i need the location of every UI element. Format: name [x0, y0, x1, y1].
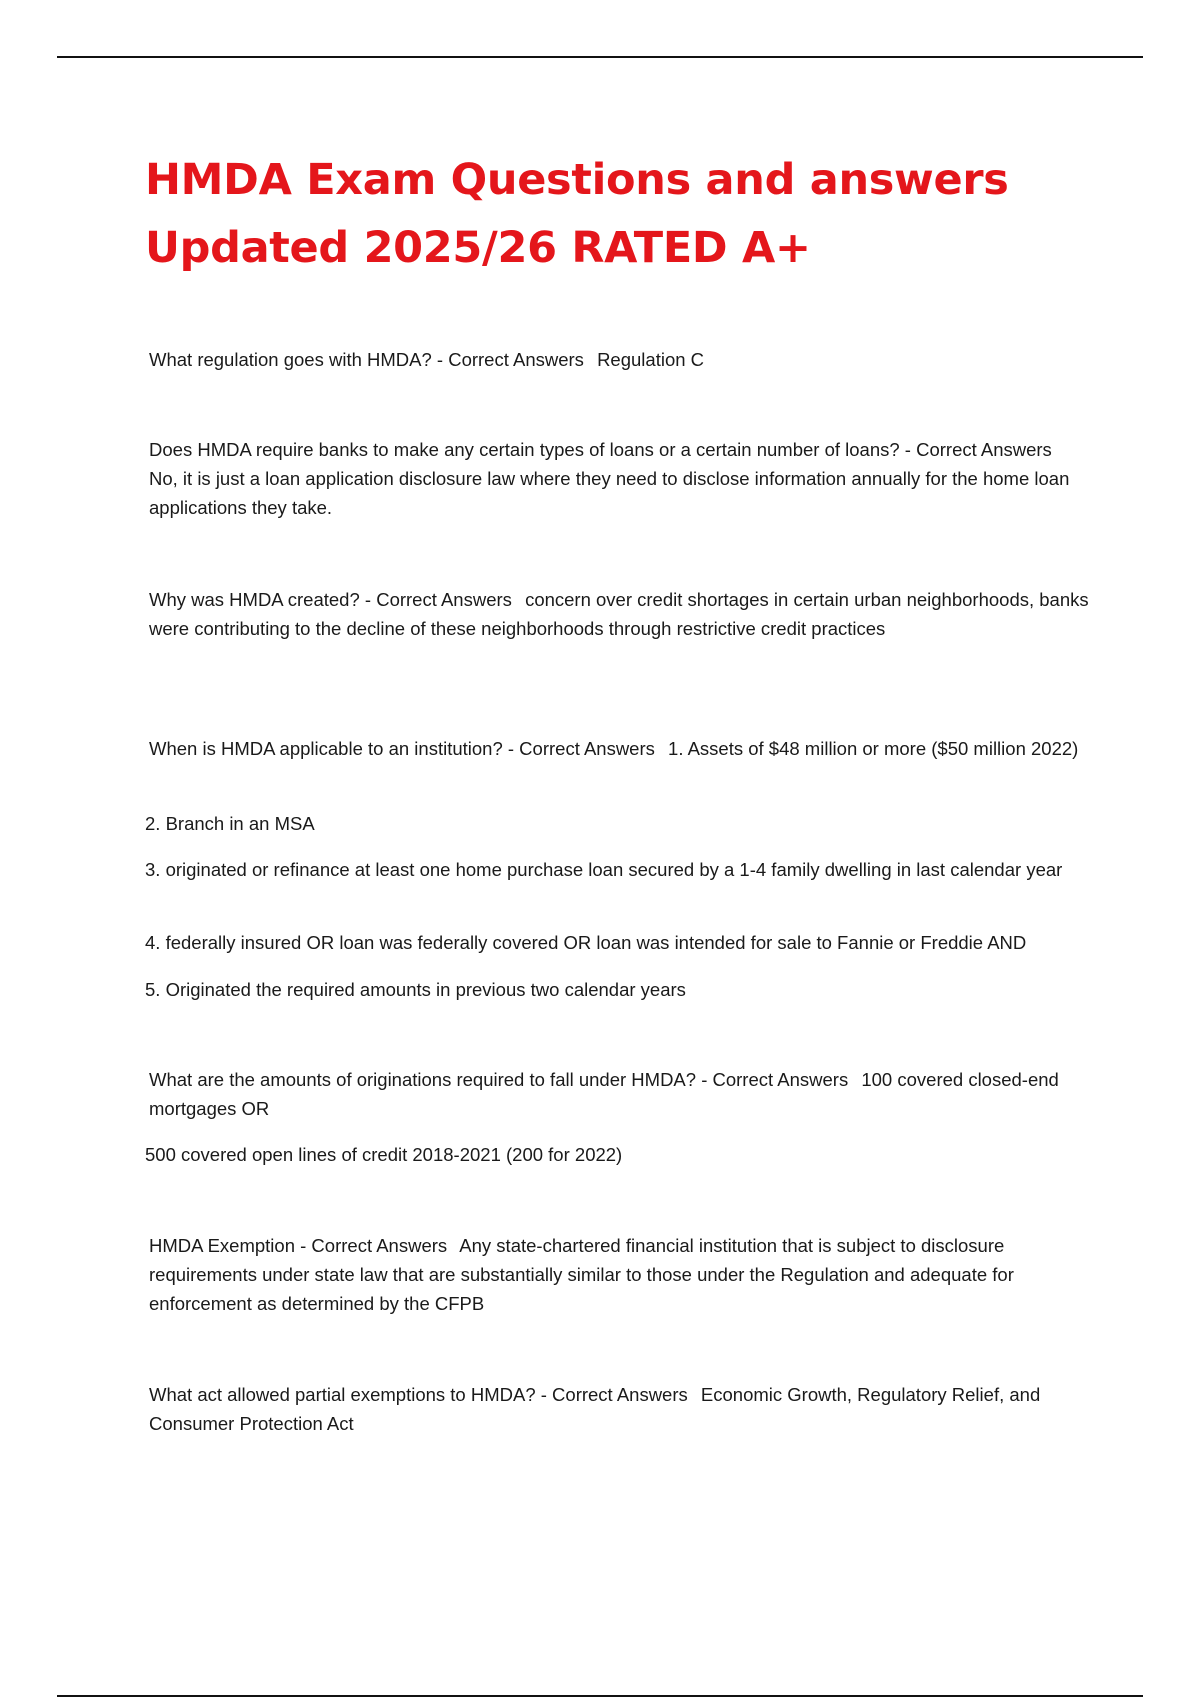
answer-text: Regulation C: [597, 349, 705, 370]
question-text: What act allowed partial exemptions to HMDA? - Correct Answers: [149, 1384, 688, 1405]
criteria-item-2: 2. Branch in an MSA: [145, 813, 315, 834]
answer-text: concern over credit shortages in certain urban neighborhoods, banks were contributing to the decline of these neighborhoods through restrictive credit practices: [149, 589, 1089, 639]
qa-item-why-created: [149, 585, 1089, 643]
criteria-item-4: 4. federally insured OR loan was federally covered OR loan was intended for sale to Fannie or Freddie AND: [145, 932, 1027, 953]
answer-text: Economic Growth, Regulatory Relief, and Consumer Protection Act: [149, 1384, 1041, 1434]
question-text: Does HMDA require banks to make any certain types of loans or a certain number of loans? - Correct Answers: [149, 439, 1052, 460]
answer-text: 100 covered closed-end mortgages OR: [149, 1069, 1059, 1119]
question-text: What are the amounts of originations required to fall under HMDA? - Correct Answers: [149, 1069, 849, 1090]
answer-text: 1. Assets of $48 million or more ($50 million 2022): [668, 738, 1079, 759]
question-text: HMDA Exemption - Correct Answers: [149, 1235, 448, 1256]
answer-text: Any state-chartered financial institution that is subject to disclosure requirements under state law that are substantially similar to those under the Regulation and adequate for enforcement as determined by the CFPB: [149, 1235, 1014, 1314]
qa-item-partial-exemptions: [149, 1380, 1089, 1438]
criteria-item-5: 5. Originated the required amounts in previous two calendar years: [145, 979, 686, 1000]
qa-item-applicability: [149, 734, 1089, 763]
question-text: Why was HMDA created? - Correct Answers: [149, 589, 512, 610]
header-rule: [57, 56, 1143, 58]
origination-continuation: 500 covered open lines of credit 2018-2021 (200 for 2022): [145, 1144, 623, 1165]
qa-item-regulation: [149, 345, 1089, 374]
criteria-item-3: 3. originated or refinance at least one home purchase loan secured by a 1-4 family dwelling in last calendar year: [145, 859, 1063, 880]
footer-rule: [57, 1695, 1143, 1697]
answer-text: No, it is just a loan application disclosure law where they need to disclose information annually for the home loan applications they take.: [149, 468, 1070, 518]
qa-item-loan-requirements: [149, 435, 1089, 522]
question-text: What regulation goes with HMDA? - Correct Answers: [149, 349, 584, 370]
qa-item-origination-amounts: [149, 1065, 1089, 1123]
question-text: When is HMDA applicable to an institution? - Correct Answers: [149, 738, 655, 759]
title-line-1: HMDA Exam Questions and answers: [145, 155, 1009, 205]
document-title: [145, 146, 1105, 282]
title-line-2: Updated 2025/26 RATED A+: [145, 223, 811, 273]
qa-item-exemption: [149, 1231, 1089, 1318]
